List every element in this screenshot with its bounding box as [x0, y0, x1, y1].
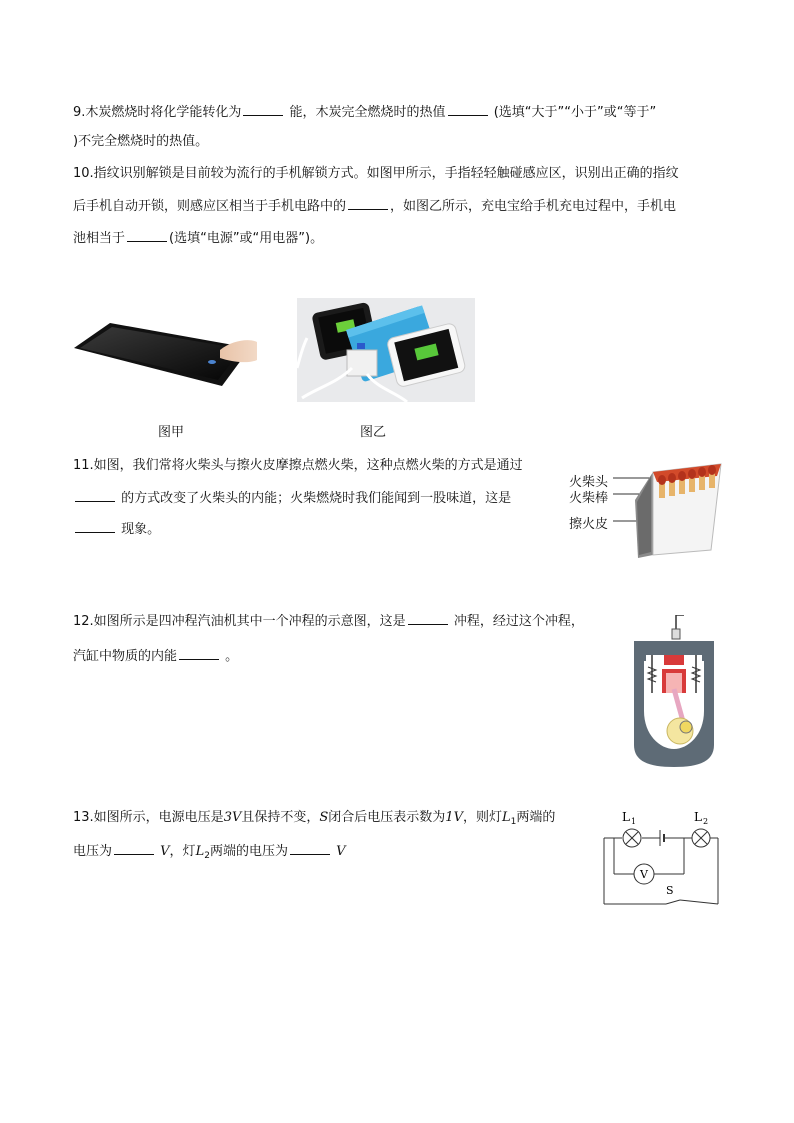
answer-blank[interactable]: [408, 612, 448, 625]
answer-blank[interactable]: [348, 197, 388, 210]
circuit-label-l1-sub: 1: [631, 817, 637, 826]
answer-blank[interactable]: [75, 489, 115, 502]
answer-blank[interactable]: [114, 842, 154, 855]
label-match-head: 火柴头: [569, 475, 609, 490]
q11-line2: [73, 489, 511, 508]
q13-text-a: 13.如图所示，电源电压是: [73, 810, 224, 825]
q13-switch-s: S: [319, 810, 329, 825]
engine-stroke-diagram: [630, 615, 718, 767]
q12-text-c: 汽缸中物质的内能: [73, 649, 178, 664]
power-bank-charging-image: [297, 298, 475, 402]
q10-text-a: 后手机自动开锁，则感应区相当于手机电路中的: [73, 199, 347, 214]
q13-lamp-l2-sub: 2: [204, 851, 210, 861]
circuit-label-l2-sub: 2: [703, 817, 709, 826]
circuit-label-switch: S: [666, 884, 674, 897]
q13-lamp-l1-sub: 1: [510, 817, 517, 827]
q13-lamp-l1: L: [501, 810, 511, 825]
q9-line2: )不完全燃烧时的热值。: [73, 134, 209, 149]
q10-line2: [73, 197, 676, 216]
q10-text-d: (选填“电源”或“用电器”)。: [169, 231, 324, 246]
label-striker: 擦火皮: [569, 517, 609, 532]
figure-caption-jia: 图甲: [158, 425, 185, 440]
q13-text-d: ，则灯: [462, 810, 502, 825]
circuit-label-l2: L: [694, 810, 702, 824]
q13-lamp-l2: L: [195, 844, 205, 859]
answer-blank[interactable]: [448, 103, 488, 116]
q13-text-g: ，灯: [169, 844, 196, 859]
q13-unit-v: V: [160, 844, 170, 859]
q13-line2: [73, 842, 345, 865]
answer-blank[interactable]: [243, 103, 283, 116]
answer-blank[interactable]: [179, 647, 219, 660]
label-match-stick: 火柴棒: [569, 491, 609, 506]
figure-caption-yi: 图乙: [360, 425, 387, 440]
q10-line1: 10.指纹识别解锁是目前较为流行的手机解锁方式。如图甲所示，手指轻轻触碰感应区，识别出正确的指纹: [73, 166, 679, 181]
q12-line1: [73, 612, 584, 631]
phone-fingerprint-image: [72, 318, 257, 393]
q11-line1: 11.如图，我们常将火柴头与擦火皮摩擦点燃火柴，这种点燃火柴的方式是通过: [73, 458, 523, 473]
answer-blank[interactable]: [75, 520, 115, 533]
q12-line2: [73, 647, 238, 666]
q13-text-e: 两端的: [516, 810, 556, 825]
q13-unit-v: V: [336, 844, 346, 859]
q9-text-b: 能，木炭完全燃烧时的热值: [289, 105, 446, 120]
q13-text-f: 电压为: [73, 844, 113, 859]
q11-text-b: 现象。: [121, 522, 161, 537]
q12-text-a: 12.如图所示是四冲程汽油机其中一个冲程的示意图，这是: [73, 614, 406, 629]
q13-text-c: 闭合后电压表示数为: [328, 810, 446, 825]
circuit-label-l1: L: [622, 810, 630, 824]
q11-text-a: 的方式改变了火柴头的内能；火柴燃烧时我们能闻到一股味道，这是: [121, 491, 512, 506]
q10-text-c: 池相当于: [73, 231, 126, 246]
q13-voltage-3v: 3V: [223, 810, 242, 825]
q10-line3: [73, 229, 323, 248]
q10-text-b: ，如图乙所示，充电宝给手机充电过程中，手机电: [390, 199, 677, 214]
answer-blank[interactable]: [290, 842, 330, 855]
q13-voltage-1v: 1V: [445, 810, 463, 825]
q12-text-d: 。: [225, 649, 239, 664]
answer-blank[interactable]: [127, 229, 167, 242]
q13-text-h: 两端的电压为: [209, 844, 288, 859]
q11-line3: [73, 520, 160, 539]
matchbox-image: [613, 460, 728, 565]
q9-line1: [73, 103, 656, 122]
circuit-label-voltmeter: V: [640, 868, 648, 881]
q9-text-a: 9.木炭燃烧时将化学能转化为: [73, 105, 242, 120]
q13-line1: [73, 809, 555, 831]
q9-text-c: (选填“大于”“小于”或“等于”: [493, 105, 657, 120]
q13-text-b: 且保持不变，: [241, 810, 320, 825]
circuit-diagram: [600, 808, 722, 908]
q12-text-b: 冲程，经过这个冲程，: [453, 614, 584, 629]
